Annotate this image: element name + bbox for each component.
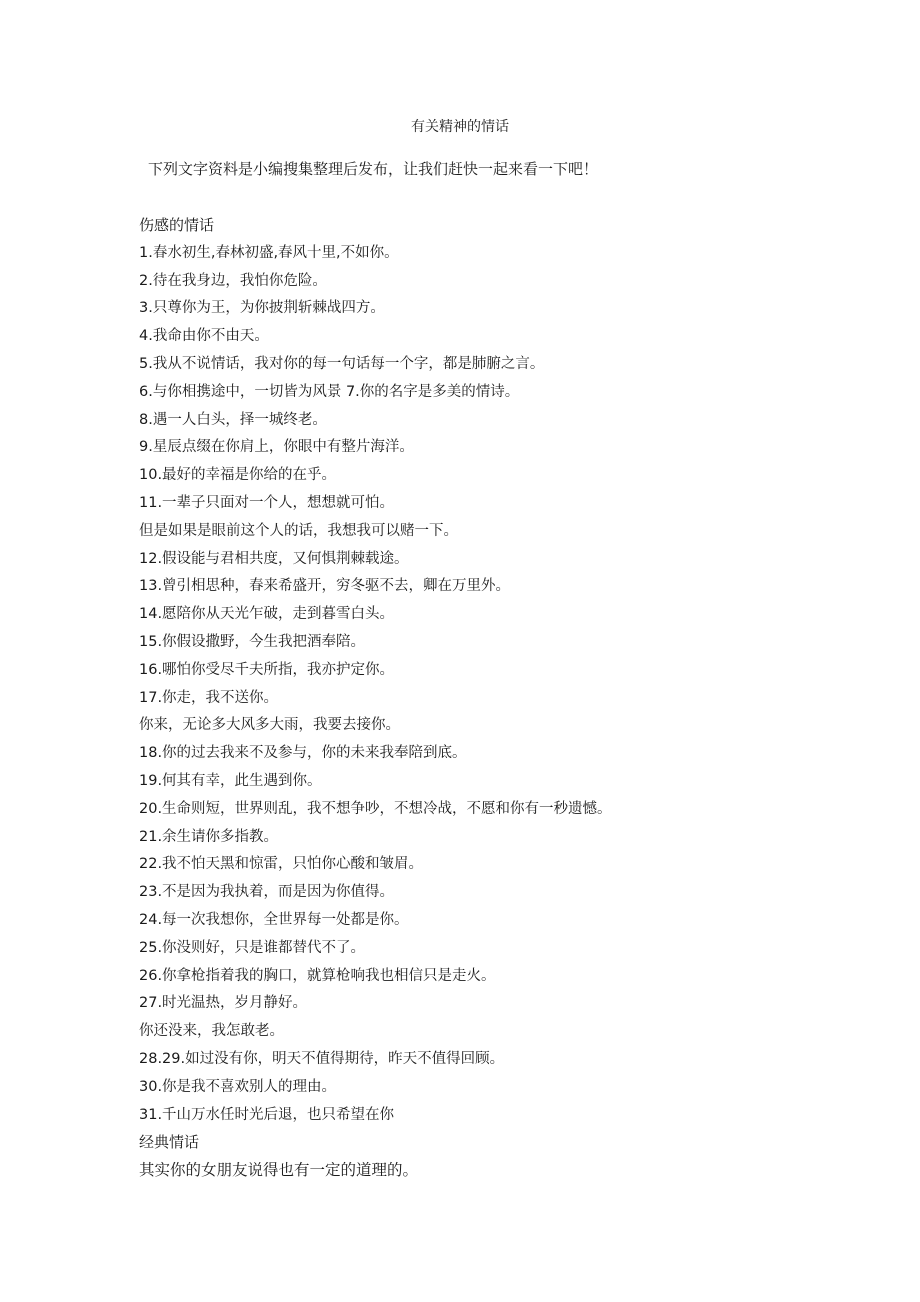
- text-line: 20.生命则短，世界则乱，我不想争吵，不想冷战，不愿和你有一秒遗憾。: [139, 800, 612, 817]
- text-line: 28.29.如过没有你，明天不值得期待，昨天不值得回顾。: [139, 1050, 505, 1067]
- text-line: 2.待在我身边，我怕你危险。: [139, 272, 327, 289]
- text-line: 30.你是我不喜欢别人的理由。: [139, 1078, 337, 1095]
- text-line: 12.假设能与君相共度，又何惧荆棘载途。: [139, 550, 409, 567]
- text-line: 24.每一次我想你，全世界每一处都是你。: [139, 911, 409, 928]
- text-line: 13.曾引相思种，春来希盛开，穷冬驱不去，卿在万里外。: [139, 578, 511, 595]
- text-line: 6.与你相携途中，一切皆为风景 7.你的名字是多美的情诗。: [139, 383, 520, 400]
- text-line: 23.不是因为我执着，而是因为你值得。: [139, 884, 395, 901]
- text-line: 你还没来，我怎敢老。: [139, 1023, 284, 1040]
- text-line: 你来，无论多大风多大雨，我要去接你。: [139, 717, 400, 734]
- text-line: 31.千山万水任时光后退，也只希望在你: [139, 1106, 395, 1123]
- document-body: [139, 212, 839, 1185]
- section-heading: 经典情话: [139, 1133, 200, 1152]
- text-line: 其实你的女朋友说得也有一定的道理的。: [139, 1161, 419, 1180]
- text-line: 14.愿陪你从天光乍破，走到暮雪白头。: [139, 606, 395, 623]
- text-line: 27.时光温热，岁月静好。: [139, 995, 308, 1012]
- text-line: 19.何其有幸，此生遇到你。: [139, 772, 322, 789]
- document-title: 有关精神的情话: [411, 119, 509, 135]
- text-line: 3.只尊你为王，为你披荆斩棘战四方。: [139, 300, 385, 317]
- text-line: 但是如果是眼前这个人的话，我想我可以赌一下。: [139, 522, 458, 539]
- text-line: 8.遇一人白头，择一城终老。: [139, 411, 327, 428]
- text-line: 17.你走，我不送你。: [139, 689, 279, 706]
- text-line: 11.一辈子只面对一个人，想想就可怕。: [139, 494, 395, 511]
- text-line: 18.你的过去我来不及参与，你的未来我奉陪到底。: [139, 745, 467, 762]
- text-line: 9.星辰点缀在你肩上，你眼中有整片海洋。: [139, 439, 414, 456]
- text-line: 10.最好的幸福是你给的在乎。: [139, 467, 337, 484]
- text-line: 26.你拿枪指着我的胸口，就算枪响我也相信只是走火。: [139, 967, 496, 984]
- text-line: 16.哪怕你受尽千夫所指，我亦护定你。: [139, 661, 395, 678]
- text-line: 4.我命由你不由天。: [139, 328, 269, 345]
- text-line: 22.我不怕天黑和惊雷，只怕你心酸和皱眉。: [139, 856, 424, 873]
- intro-paragraph: 下列文字资料是小编搜集整理后发布，让我们赶快一起来看一下吧！: [148, 160, 599, 178]
- text-line: 21.余生请你多指教。: [139, 828, 279, 845]
- text-line: 5.我从不说情话，我对你的每一句话每一个字，都是肺腑之言。: [139, 355, 545, 372]
- text-line: 15.你假设撒野，今生我把酒奉陪。: [139, 633, 366, 650]
- section-heading: 伤感的情话: [139, 216, 215, 234]
- text-line: 25.你没则好，只是谁都替代不了。: [139, 939, 366, 956]
- text-line: 1.春水初生,春林初盛,春风十里,不如你。: [139, 244, 399, 261]
